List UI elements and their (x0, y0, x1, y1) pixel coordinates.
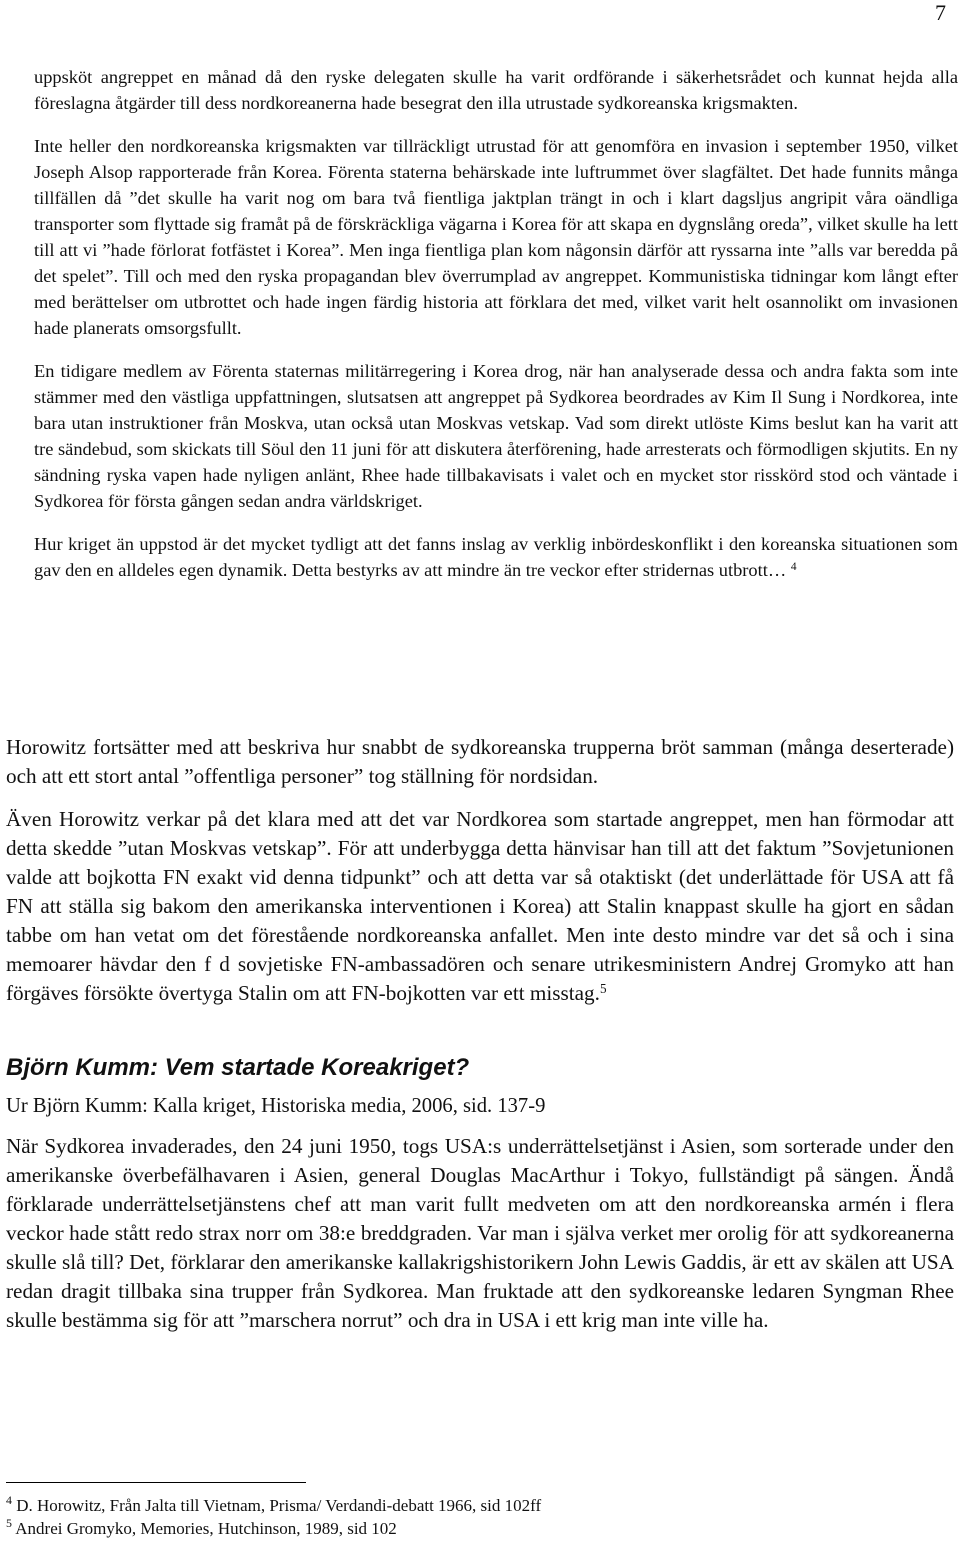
quote-paragraph-3: En tidigare medlem av Förenta staternas militärregering i Korea drog, när han analyserade dessa och andra fakta som inte stämmer med den västliga uppfattningen, slutsatsen att angreppet på Sydkorea beordrades av Kim Il Sung i Nordkorea, inte bara utan instruktioner från Moskva, utan också utan Moskvas vetskap. Vad som direkt utlöste Kims beslut kan ha varit att tre sändebud, som skickats till Söul den 11 juni för att diskutera återförening, hade arresterats och förmodligen skjutits. En ny sändning ryska vapen hade nyligen anlänt, Rhee hade tillbakavisats i valet och en mycket stor risskörd stod och väntade i Sydkorea för första gången sedan andra världskriget. (34, 361, 958, 511)
page-number: 7 (935, 0, 946, 25)
section-source: Ur Björn Kumm: Kalla kriget, Historiska media, 2006, sid. 137-9 (6, 1095, 546, 1117)
footnote-text: Andrei Gromyko, Memories, Hutchinson, 1989, sid 102 (15, 1519, 397, 1538)
footnote-4 (6, 1494, 541, 1517)
quote-paragraph-2: Inte heller den nordkoreanska krigsmakten var tillräckligt utrustad för att genomföra en invasion i september 1950, vilket Joseph Alsop rapporterade från Korea. Förenta staterna behärskade inte luftrummet över slagfältet. Det hade funnits många tillfällen då ”det skulle ha varit nog om bara två fientliga jaktplan trängt in och i klart dagsljus angripit våra oändliga transporter som flyttade sig framåt på de förskräckliga vägarna i Korea för att skapa en dygnslång oreda”, vilket skulle ha lett till att vi ”hade förlorat fotfästet i Korea”. Men inga fientliga plan kom någonsin därför att ryssarna inte ”alls var beredda på det spelet”. Till och med den ryska propagandan blev överrumplad av angreppet. Kommunistiska tidningar kom långt efter med berättelser om utbrottet och hade ingen färdig historia att förklara det med, vilket varit helt osannolikt om invasionen hade planerats omsorgsfullt. (34, 136, 958, 338)
footnote-ref-5[interactable]: 5 (599, 981, 607, 997)
footnote-number: 5 (6, 1516, 12, 1531)
quote-paragraph-4 (34, 531, 958, 583)
footnote-divider (6, 1482, 306, 1483)
body-paragraph-1: Horowitz fortsätter med att beskriva hur snabbt de sydkoreanska trupperna bröt samman (många deserterade) och att ett stort antal ”offentliga personer” tog ställning för nordsidan. (6, 735, 954, 788)
block-quote (34, 64, 958, 600)
body-paragraph-2 (6, 805, 954, 1008)
section-paragraph: När Sydkorea invaderades, den 24 juni 1950, togs USA:s underrättelsetjänst i Asien, som sorterade under den amerikanske överbefälhavaren i Asien, general Douglas MacArthur i Tokyo, fullständigt på sängen. Ändå förklarade underrättelsetjänstens chef att man varit fullt medveten om att den nordkoreanska armén i flera veckor hade stått redo strax norr om 38:e breddgraden. Var man i själva verket mer orolig för att sydkoreanerna skulle slå till? Det, förklarar den amerikanske kallakrigshistorikern John Lewis Gaddis, är ett av skälen att USA redan dragit tillbaka sina trupper från Sydkorea. Man fruktade att den sydkoreanske ledaren Syngman Rhee skulle bestämma sig för att ”marschera norrut” och dra in USA i ett krig man inte ville ha. (6, 1134, 954, 1332)
footnotes (6, 1494, 541, 1540)
quote-paragraph-1: uppsköt angreppet en månad då den ryske delegaten skulle ha varit ordförande i säkerhetsrådet och kunnat hejda alla föreslagna åtgärder till dess nordkoreanerna hade besegrat den illa utrustade sydkoreanska krigsmakten. (34, 67, 958, 113)
footnote-number: 4 (6, 1493, 12, 1508)
body-text (6, 733, 954, 1022)
quote-paragraph-4-text: Hur kriget än uppstod är det mycket tydligt att det fanns inslag av verklig inbördeskonflikt i den koreanska situationen som gav den en alldeles egen dynamik. Detta bestyrks av att mindre än tre veckor efter stridernas utbrott… (34, 534, 958, 580)
body-paragraph-2-text: Även Horowitz verkar på det klara med att det var Nordkorea som startade angreppet, men han förmodar att detta skedde ”utan Moskvas vetskap”. För att underbygga detta hänvisar han till att det faktum ”Sovjetunionen valde att bojkotta FN exakt vid denna tidpunkt” och att detta var så otaktiskt (det underlättade för USA att få FN att ställa sig bakom den amerikanska interventionen i Korea) att Stalin knappast skulle ha gjort en sådan tabbe om han vetat om det förestående nordkoreanska anfallet. Men inte desto mindre var det så och i sina memoarer hävdar den f d sovjetiske FN-ambassadören och senare utrikesministern Andrej Gromyko att han förgäves försökte övertyga Stalin om att FN-bojkotten var ett misstag. (6, 807, 954, 1005)
footnote-text: D. Horowitz, Från Jalta till Vietnam, Prisma/ Verdandi-debatt 1966, sid 102ff (16, 1496, 542, 1515)
footnote-5 (6, 1517, 541, 1540)
section-heading: Björn Kumm: Vem startade Koreakriget? (6, 1054, 470, 1081)
footnote-ref-4[interactable]: 4 (790, 561, 797, 574)
section-body (6, 1132, 954, 1349)
